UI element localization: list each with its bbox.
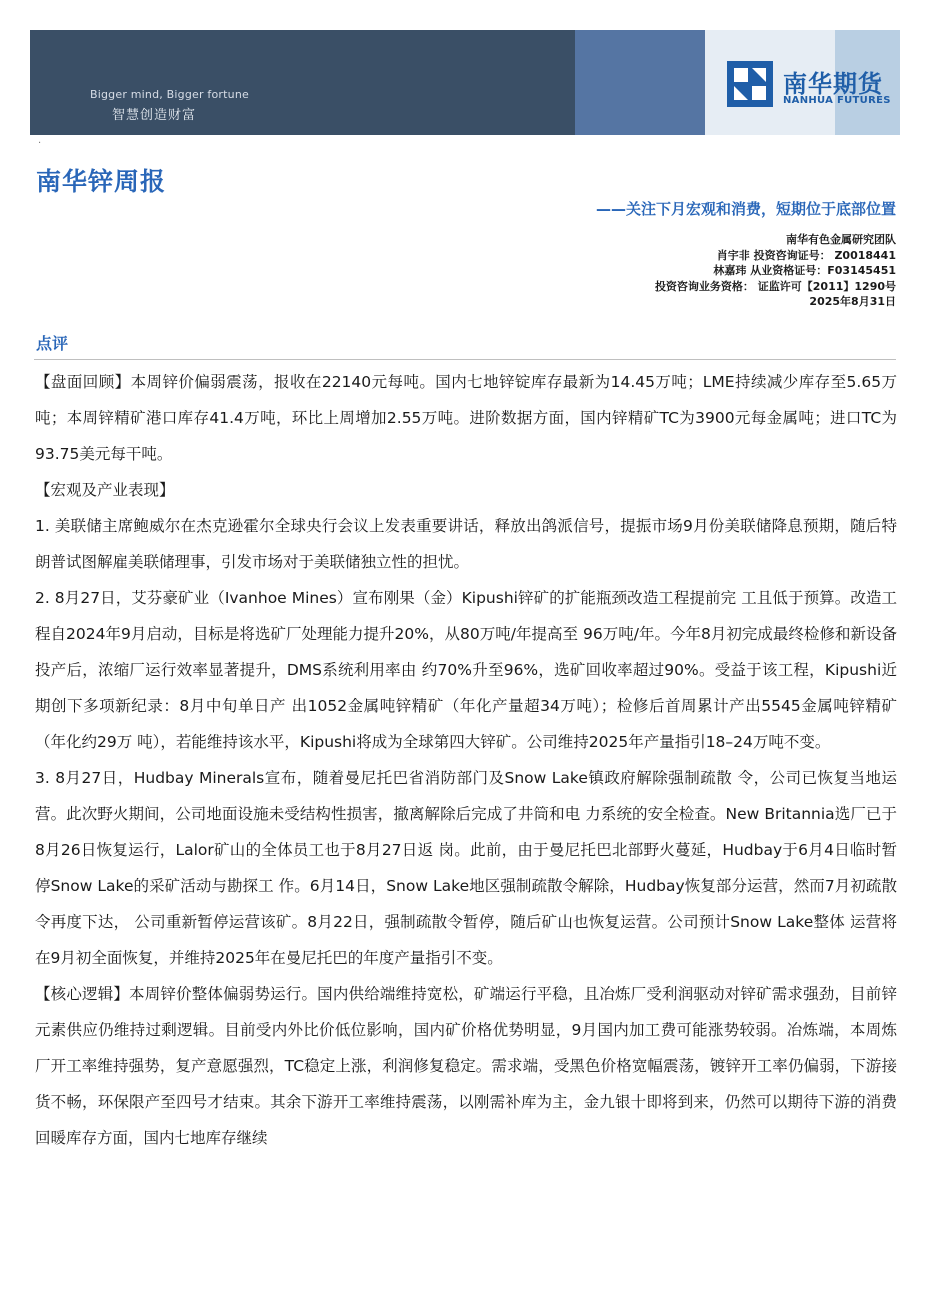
slogan-en: Bigger mind, Bigger fortune: [90, 88, 249, 101]
header-banner: [30, 30, 900, 135]
report-subtitle: ——关注下月宏观和消费，短期位于底部位置: [595, 200, 896, 218]
report-body: [35, 364, 897, 1156]
license-line: 投资咨询业务资格： 证监许可【2011】1290号: [654, 279, 896, 293]
paragraph-item-2: 2. 8月27日，艾芬豪矿业（Ivanhoe Mines）宣布刚果（金）Kipushi锌矿的扩能瓶颈改造工程提前完 工且低于预算。改造工程自2024年9月启动，目标是将选矿厂处理能力提升20%，从80万吨/年提高至 96万吨/年。今年8月初完成最终检修和新设备投产后，浓缩厂运行效率显著提升，DMS系统利用率由 约70%升至96%，选矿回收率超过90%。受益于该工程，Kipushi近期创下多项新纪录：8月中旬单日产 出1052金属吨锌精矿（年化产量超34万吨）；检修后首周累计产出5545金属吨锌精矿（年化约29万 吨），若能维持该水平，Kipushi将成为全球第四大锌矿。公司维持2025年产量指引18–24万吨不变。: [35, 589, 897, 751]
page-marker: ·: [38, 138, 42, 149]
section-divider: [34, 359, 896, 360]
paragraph-heading-macro: 【宏观及产业表现】: [35, 481, 175, 499]
section-heading: 点评: [36, 334, 69, 353]
analyst-line: 林嘉玮 从业资格证号：F03145451: [713, 264, 896, 277]
paragraph-item-1: 1. 美联储主席鲍威尔在杰克逊霍尔全球央行会议上发表重要讲话，释放出鸽派信号，提振市场9月份美联储降息预期，随后特朗普试图解雇美联储理事，引发市场对于美联储独立性的担忧。: [35, 517, 897, 571]
paragraph-item-3: 3. 8月27日，Hudbay Minerals宣布，随着曼尼托巴省消防部门及Snow Lake镇政府解除强制疏散 令，公司已恢复当地运营。此次野火期间，公司地面设施未受结构性损害，撤离解除后完成了井筒和电 力系统的安全检查。New Britannia选厂已于8月26日恢复运行，Lalor矿山的全体员工也于8月27日返 岗。此前，由于曼尼托巴北部野火蔓延，Hudbay于6月4日临时暂停Snow Lake的采矿活动与勘探工 作。6月14日，Snow Lake地区强制疏散令解除，Hudbay恢复部分运营，然而7月初疏散令再度下达， 公司重新暂停运营该矿。8月22日，强制疏散令暂停，随后矿山也恢复运营。公司预计Snow Lake整体 运营将在9月初全面恢复，并维持2025年在曼尼托巴的年度产量指引不变。: [35, 769, 897, 967]
report-meta: [655, 232, 896, 310]
logo-text: 南华期货: [783, 70, 883, 98]
analyst-line: 肖宇非 投资咨询证号： Z0018441: [716, 248, 896, 262]
paragraph-market-review: 【盘面回顾】本周锌价偏弱震荡，报收在22140元每吨。国内七地锌锭库存最新为14.45万吨；LME持续减少库存至5.65万吨；本周锌精矿港口库存41.4万吨，环比上周增加2.55万吨。进阶数据方面，国内锌精矿TC为3900元每金属吨；进口TC为93.75美元每干吨。: [35, 373, 897, 463]
slogan-cn: 智慧创造财富: [112, 108, 197, 123]
report-date: 2025年8月31日: [809, 295, 896, 308]
banner-band: [575, 30, 705, 135]
nanhua-logo-icon: [727, 61, 773, 107]
paragraph-core-logic: 【核心逻辑】本周锌价整体偏弱势运行。国内供给端维持宽松，矿端运行平稳，且冶炼厂受利润驱动对锌矿需求强劲，目前锌元素供应仍维持过剩逻辑。目前受内外比价低位影响，国内矿价格优势明显，9月国内加工费可能涨势较弱。冶炼端，本周炼厂开工率维持强势，复产意愿强烈，TC稳定上涨，利润修复稳定。需求端，受黑色价格宽幅震荡，镀锌开工率仍偏弱，下游接货不畅，环保限产至四号才结束。其余下游开工率维持震荡，以刚需补库为主，金九银十即将到来，仍然可以期待下游的消费回暖库存方面，国内七地库存继续: [35, 985, 897, 1147]
report-title: 南华锌周报: [36, 167, 167, 196]
research-team: 南华有色金属研究团队: [786, 233, 896, 246]
logo-subtext: NANHUA FUTURES: [783, 95, 891, 106]
